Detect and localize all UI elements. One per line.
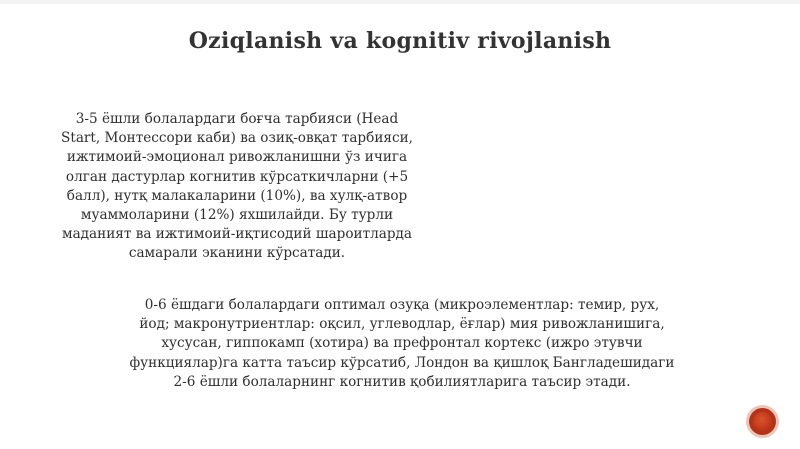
slide-paragraph-preschool: 3-5 ёшли болалардаги боғча тарбияси (Head Start, Монтессори каби) ва озиқ-овқат тарбияси, ижтимоий-эмоционал ривожланишни ўз ичига олган дастурлар когнитив кўрсаткичларни (+5 балл), нутқ малакаларини (10%), ва хулқ-атвор муаммоларини (12%) яхшилайди. Бу турли маданият ва ижтимоий-иқтисодий шароитларда самарали эканини кўрсатади.: [61, 111, 413, 262]
red-circle-icon: [753, 412, 772, 431]
slide-paragraph-nutrition: 0-6 ёшдаги болалардаги оптимал озуқа (микроэлементлар: темир, рух, йод; макронутриентлар: оқсил, углеводлар, ёғлар) мия ривожланишига, хусусан, гиппокамп (хотира) ва префронтал кортекс (ижро этувчи функциялар)га катта таъсир кўрсатиб, Лондон ва қишлоқ Бангладешидаги 2-6 ёшли болаларнинг когнитив қобилиятларига таъсир этади.: [129, 297, 675, 390]
slide-title: Oziqlanish va kognitiv rivojlanish: [188, 28, 612, 54]
top-border: [0, 0, 800, 4]
slide-nav-button[interactable]: [749, 408, 776, 435]
